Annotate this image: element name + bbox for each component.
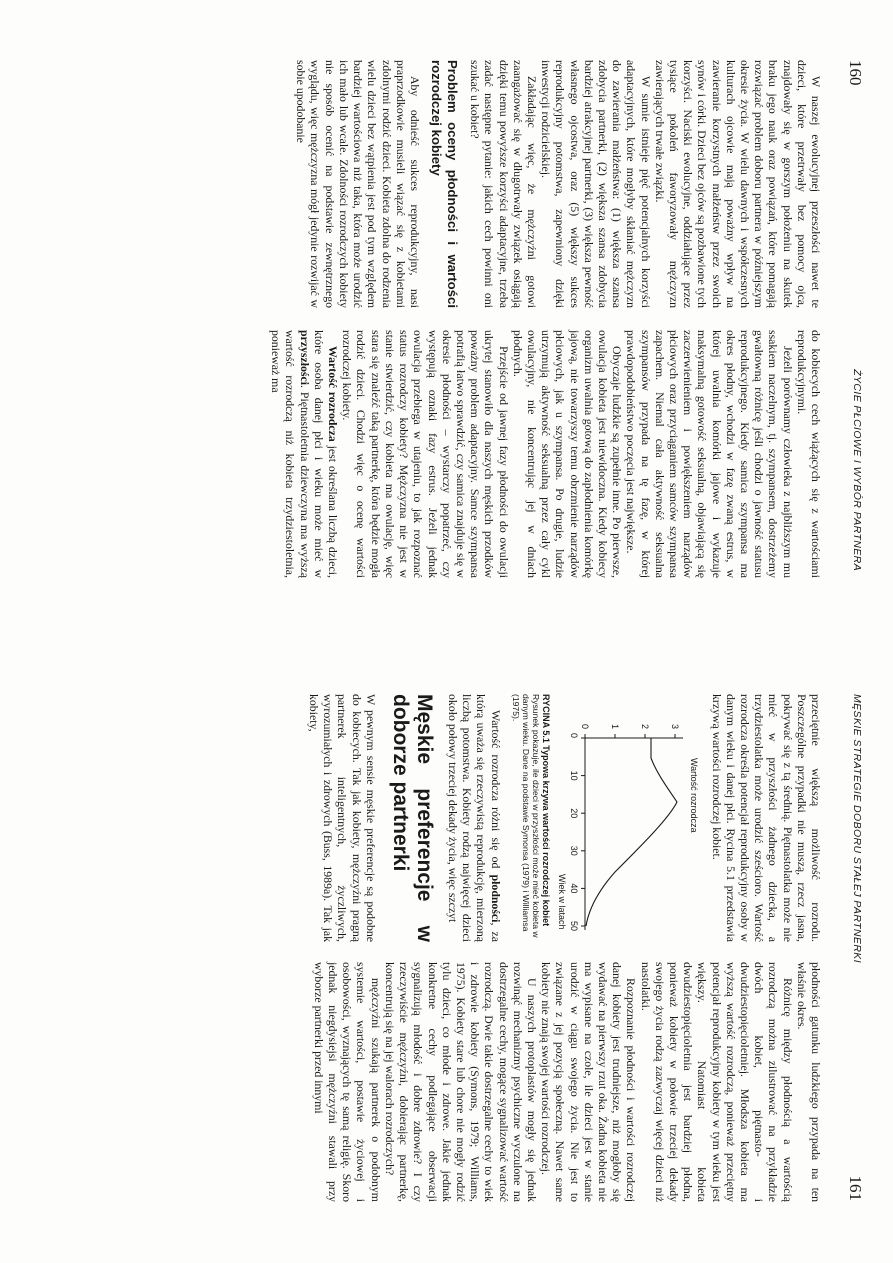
caption-subtitle: Typowa krzywa wartości rozrodczej kobiet: [541, 745, 552, 927]
paragraph: Obyczaje ludzkie są zupełnie inne. Po pierwsze, owulacja kobieta jest niewidoczna. Kiedy kobiecy organizm uwalnia gotową do zapłodnienia komórkę jajową, nie towarzyszy temu obrzmienie narządów płciowych, jak u szympansa. Po drugie, ludzie utrzymują aktywność seksualną przez cały cykl owulacyjny, nie koncentrując jej w dniach płodnych.: [510, 330, 625, 578]
text-column: [294, 60, 823, 308]
x-tick-label: 40: [569, 883, 580, 894]
y-tick-label: 2: [640, 724, 651, 730]
y-axis-label: Wartość rozrodcza: [689, 758, 700, 833]
left-page: [0, 0, 893, 631]
term-bold: płodności: [488, 874, 503, 923]
caption-title: RYCINA 5.1: [541, 694, 552, 743]
paragraph: Różnicę między płodnością a wartością rozrodczą można zilustrować na przykładzie dwóch kobiet, piętnasto- i dwudziestopięcioletniej. Młodsza kobieta ma wyższą wartość rozrodczą, ponieważ przeciętny potencjał reprodukcyjny kobiety w tym wieku jest większy. Natomiast kobieta dwudziestopięcioletnia jest bardziej płodna, ponieważ kobiety w połowie trzeciej dekady swojego życia rodzą zazwyczaj więcej dzieci niż nastolatki.: [638, 962, 795, 1202]
paragraph: płodności gatunku ludzkiego przypada na ten właśnie okres.: [794, 962, 823, 1202]
paragraph: Rozpoznanie płodności i wartości rozrodczej danej kobiety jest trudniejsze, niż mogłoby się wydawać na pierwszy rzut oka. Żadna kobieta nie ma wypisane na czole, ile dzieci jest w stanie urodzić w ciągu swojego życia. Nie jest to związane z jej pozycją społeczną. Nawet same kobiety nie znają swojej wartości rozrodczej.: [539, 962, 639, 1202]
figure-reproductive-value: [511, 694, 704, 942]
text-column: [307, 694, 823, 942]
paragraph: [269, 330, 340, 578]
reproductive-value-curve: [553, 694, 703, 942]
curve-line: [586, 738, 677, 926]
paragraph: do kobiecych cech wiążących się z wartościami reprodukcyjnymi.: [794, 330, 823, 578]
x-tick-label: 50: [569, 921, 580, 932]
paragraph: W pewnym sensie męskie preferencje są podobne do kobiecych. Tak jak kobiety, mężczyźni pragną partnerek inteligentnych, życzliwych, wyrozumiałych i zdrowych (Buss, 1989a). Tak jak kobiety,: [306, 694, 378, 942]
text-column: [312, 962, 823, 1202]
section-heading: Problem oceny płodności i wartości rozrodczej kobiety: [428, 60, 460, 308]
paragraph-text: , za którą uważa się rzeczywistą reprodukcję, mierzoną liczbą potomstwa. Kobiety rodzą najwięcej dzieci około połowy trzeciej dekady życia, więc szczyt: [445, 694, 503, 942]
x-tick-label: 10: [569, 770, 580, 781]
y-tick-label: 1: [610, 724, 621, 730]
figure-caption: [511, 694, 552, 942]
paragraph: W naszej ewolucyjnej przeszłości nawet te dzieci, które przetrwały bez pomocy ojca, znajdowały się w gorszym położeniu na skutek braku jego nauk oraz powiązań, które pomagają rozwiązać problem doboru partnera w późniejszym okresie życia. W wielu dawnych i współczesnych kulturach ojcowie mają poważny wpływ na zawieranie korzystnych małżeństw przez swoich synów i córki. Dzieci bez ojców są pozbawione tych korzyści. Naciski ewolucyjne, oddziałujące przez tysiące pokoleń faworyzowały mężczyzn zawierających trwałe związki.: [652, 60, 823, 308]
page-number: 161: [846, 1175, 865, 1201]
paragraph: Przejście od jawnej fazy płodności do owulacji ukrytej stanowiło dla naszych męskich przodków poważny problem adaptacyjny. Samce szympansa potrafią łatwo sprawdzić, czy samica znajduje się w okresie płodności – wystarczy popatrzeć, czy występują oznaki fazy estrus. Jeżeli jednak owulacja przebiega w utajeniu, to jak rozpoznać status rozrodczy kobiety? Mężczyzna nie jest w stanie stwierdzić, czy kobieta ma owulację, więc stara się znaleźć taką partnerkę, która będzie mogła rodzić dzieci. Chodzi więc o ocenę wartości rozrodczej kobiety.: [340, 330, 511, 578]
running-head: MĘSKIE STRATEGIE DOBORU STAŁEJ PARTNERKI: [851, 694, 863, 964]
running-head: ŻYCIE PŁCIOWE I WYBÓR PARTNERA: [851, 369, 863, 571]
text-column: [269, 330, 823, 578]
term-bold: Wartość rozrodcza: [326, 346, 341, 442]
x-axis-label: Wiek w latach: [557, 874, 568, 930]
x-tick-label: 20: [569, 808, 580, 819]
paragraph-text: Wartość rozrodcza różni się od: [488, 710, 503, 875]
y-tick-label: 3: [670, 724, 681, 730]
paragraph: Zakładając więc, że mężczyźni gotowi zaangażować się w długotrwały związek osiągają dzięki temu powyższe korzyści adaptacyjne, trzeba zadać następne pytanie: jakich cech powinni oni szukać u kobiet?: [468, 60, 539, 308]
term-bold: przyszłości: [297, 330, 312, 386]
x-tick-label: 30: [569, 845, 580, 856]
paragraph: mężczyźni szukają partnerek o podobnym systemie wartości, postawie życiowej i osobowości, wyznających tę samą religię. Skoro jednak niegdysiejsi mężczyźni stawali przy wyborze partnerki przed innymi: [311, 962, 383, 1202]
paragraph-text: jest określana liczbą dzieci, które osoba danej płci i wieku może mieć w: [311, 330, 341, 578]
paragraph: [446, 694, 503, 942]
caption-text: Rysunek pokazuje, ile dzieci w przyszłości może mieć kobieta w danym wieku. Dane na podstawie Symonsa (1979) i Williamsa (1975).: [510, 694, 542, 938]
right-page: [0, 632, 893, 1263]
page-number: 160: [846, 60, 865, 86]
chapter-section-heading: Męskie preferencje w doborze partnerki: [388, 694, 436, 942]
paragraph: przeciętnie większą możliwość rozrodu. Poszczególne przypadki nie muszą, rzecz jasna, pokrywać się z tą średnią. Piętnastolatka może nie mieć w przyszłości żadnego dziecka, a trzydziestolatka może urodzić sześcioro. Wartość rozrodcza określa potencjał reprodukcyjny osoby w danym wieku i danej płci. Rycina 5.1 przedstawia krzywą wartości rozrodczej kobiet.: [709, 694, 823, 942]
paragraph: W sumie istnieje pięć potencjalnych korzyści adaptacyjnych, które mogłyby skłaniać mężczyzn do zawierania małżeństwa: (1) większa szansa zdobycia partnerki, (2) większa szansa zdobycia bardziej atrakcyjnej partnerki, (3) większa pewność własnego ojcostwa, oraz (5) większy sukces reprodukcyjny potomstwa, zapewniony dzięki inwestycji rodzicielskiej.: [539, 60, 653, 308]
paragraph-text: . Piętnastoletnia dziewczyna ma wyższą wartość rozrodczą niż kobieta trzydziestoletnia, ponieważ ma: [269, 330, 312, 578]
paragraph: U naszych protoplastów mogły się jednak rozwinąć mechanizmy psychiczne wyczulone na dostrzegalne cechy, mogące sygnalizować wartość rozrodczą. Dwie takie dostrzegalne cechy to wiek i zdrowie kobiety (Symons, 1979; Williams, 1975). Kobiety stare lub chore nie mogły rodzić tylu dzieci, co młode i zdrowe. Jakie jednak konkretne cechy podlegające obserwacji sygnalizują młodość i dobre zdrowie? I czy rzeczywiście mężczyźni, dobierając partnerkę, koncentrują się na jej walorach rozrodczych?: [382, 962, 539, 1202]
paragraph: Jeżeli porównamy człowieka z najbliższym mu ssakiem naczelnym, tj. szympansem, dostrzeżemy gwałtowną różnicę jeśli chodzi o jawność statusu reprodukcyjnego. Kiedy samica szympansa ma okres płodny, wchodzi w fazę zwaną estrus, w której uwalnia komórki jajowe i wykazuje maksymalną gotowość seksualną, objawiającą się zaczerwienieniem i powiększeniem narządów płciowych oraz przyciąganiem samców szympansa zapachem. Niemal cała aktywność seksualna szympansów przypada na tę fazę, w której prawdopodobieństwo poczęcia jest największe.: [624, 330, 795, 578]
x-tick-label: 0: [569, 733, 580, 739]
y-tick-label: 0: [580, 724, 591, 730]
paragraph: Aby odnieść sukces reprodukcyjny, nasi praprzodkowie musieli wiązać się z kobietami zdolnymi rodzić dzieci. Kobieta zdolna do rodzenia wielu dzieci bez wątpienia jest pod tym względem bardziej wartościowa niż taka, która może urodzić ich mało lub wcale. Zdolności rozrodczych kobiety nie sposób ocenić na podstawie zewnętrznego wyglądu, więc mężczyzna mógł jedynie rozwijać w sobie upodobanie: [294, 60, 422, 308]
